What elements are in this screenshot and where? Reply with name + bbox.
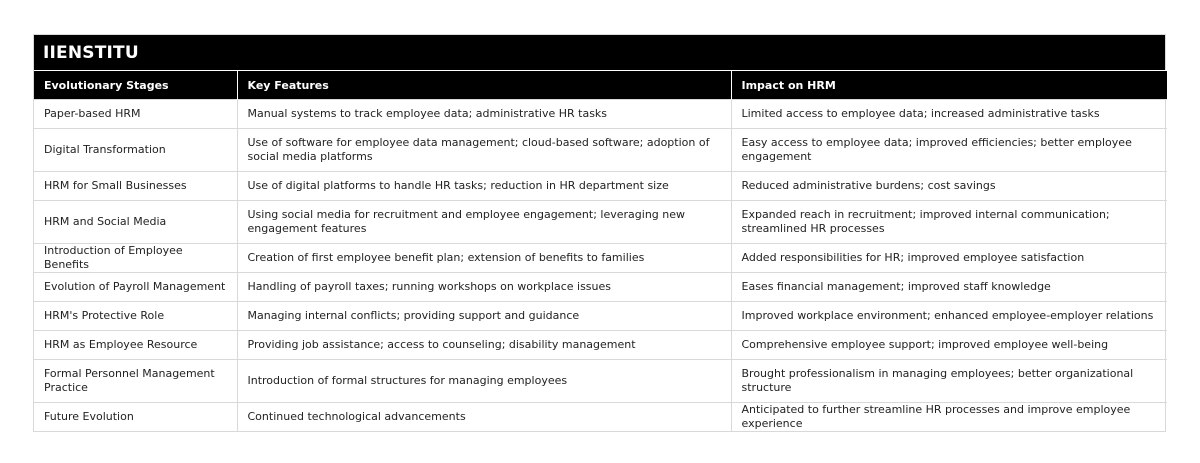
cell-features: Use of software for employee data management; cloud-based software; adoption of social media platforms	[237, 129, 731, 172]
cell-features: Creation of first employee benefit plan; extension of benefits to families	[237, 244, 731, 273]
cell-impact: Comprehensive employee support; improved employee well-being	[731, 331, 1167, 360]
cell-features: Using social media for recruitment and employee engagement; leveraging new engagement features	[237, 201, 731, 244]
cell-stage: Formal Personnel Management Practice	[34, 360, 237, 403]
table-row	[34, 403, 1167, 432]
table-row	[34, 100, 1167, 129]
cell-stage: HRM as Employee Resource	[34, 331, 237, 360]
cell-stage: HRM for Small Businesses	[34, 172, 237, 201]
cell-stage: Future Evolution	[34, 403, 237, 432]
cell-impact: Added responsibilities for HR; improved employee satisfaction	[731, 244, 1167, 273]
cell-impact: Anticipated to further streamline HR processes and improve employee experience	[731, 403, 1167, 432]
table-row	[34, 172, 1167, 201]
table-row	[34, 331, 1167, 360]
cell-impact: Eases financial management; improved staff knowledge	[731, 273, 1167, 302]
cell-stage: HRM and Social Media	[34, 201, 237, 244]
cell-stage: Introduction of Employee Benefits	[34, 244, 237, 273]
table-row	[34, 302, 1167, 331]
cell-features: Managing internal conflicts; providing support and guidance	[237, 302, 731, 331]
table-row	[34, 273, 1167, 302]
cell-stage: Evolution of Payroll Management	[34, 273, 237, 302]
column-header-features: Key Features	[237, 71, 731, 100]
cell-features: Use of digital platforms to handle HR tasks; reduction in HR department size	[237, 172, 731, 201]
cell-stage: Digital Transformation	[34, 129, 237, 172]
cell-impact: Limited access to employee data; increased administrative tasks	[731, 100, 1167, 129]
column-header-stages: Evolutionary Stages	[34, 71, 237, 100]
cell-features: Introduction of formal structures for managing employees	[237, 360, 731, 403]
hrm-evolution-table	[34, 70, 1167, 431]
table-row	[34, 244, 1167, 273]
cell-features: Providing job assistance; access to counseling; disability management	[237, 331, 731, 360]
brand-title: IIENSTITU	[34, 35, 1165, 70]
column-header-impact: Impact on HRM	[731, 71, 1167, 100]
hrm-evolution-table-container	[33, 34, 1166, 432]
cell-features: Continued technological advancements	[237, 403, 731, 432]
table-header-row	[34, 71, 1167, 100]
cell-features: Manual systems to track employee data; administrative HR tasks	[237, 100, 731, 129]
cell-impact: Brought professionalism in managing employees; better organizational structure	[731, 360, 1167, 403]
cell-stage: Paper-based HRM	[34, 100, 237, 129]
cell-features: Handling of payroll taxes; running workshops on workplace issues	[237, 273, 731, 302]
cell-impact: Reduced administrative burdens; cost savings	[731, 172, 1167, 201]
cell-impact: Improved workplace environment; enhanced employee-employer relations	[731, 302, 1167, 331]
cell-impact: Easy access to employee data; improved efficiencies; better employee engagement	[731, 129, 1167, 172]
table-row	[34, 129, 1167, 172]
table-row	[34, 360, 1167, 403]
table-row	[34, 201, 1167, 244]
cell-impact: Expanded reach in recruitment; improved internal communication; streamlined HR processes	[731, 201, 1167, 244]
cell-stage: HRM's Protective Role	[34, 302, 237, 331]
